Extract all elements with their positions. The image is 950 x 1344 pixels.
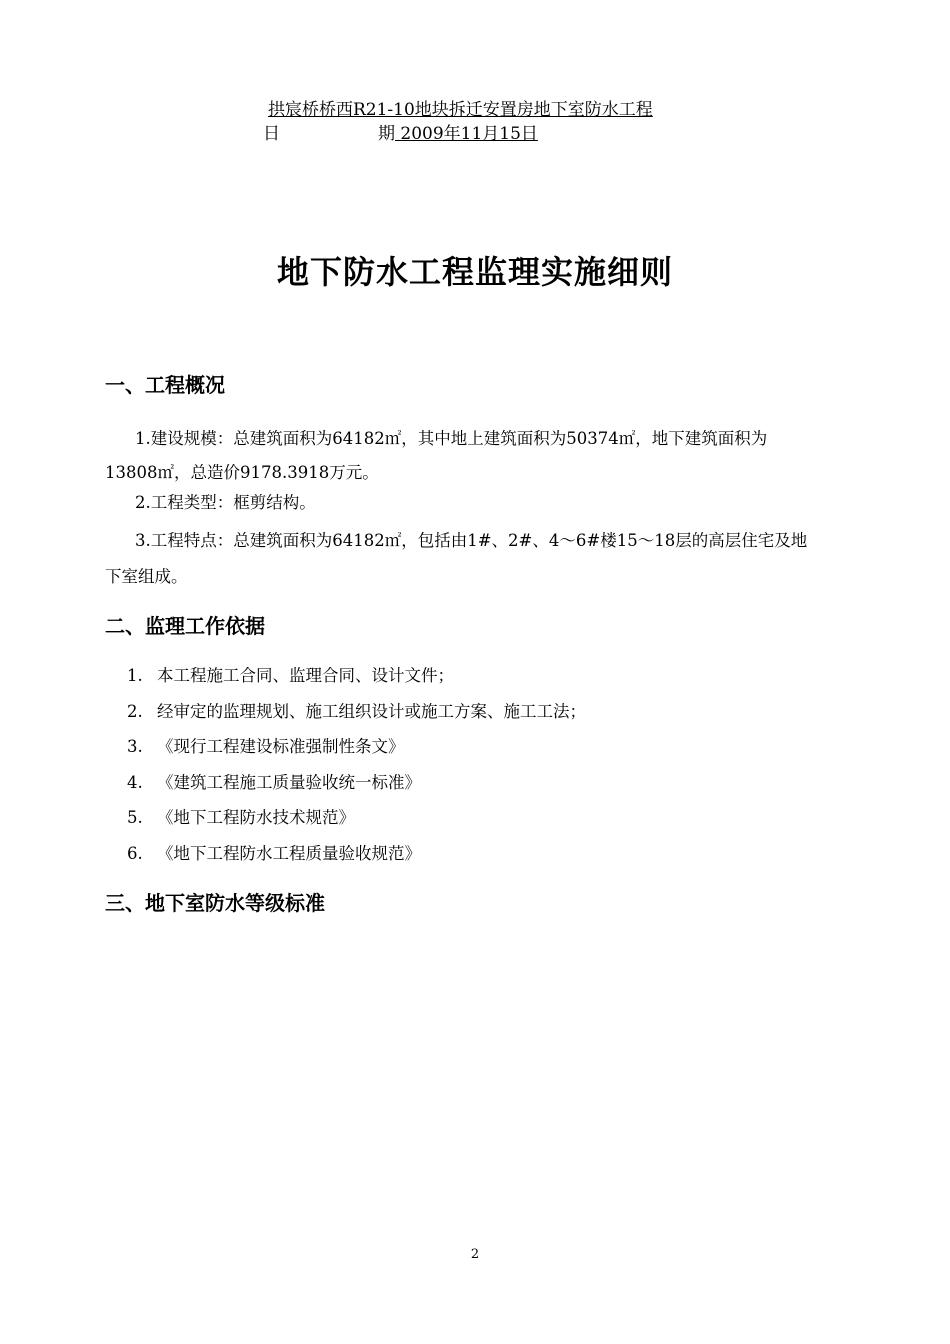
page-number: 2 bbox=[470, 1247, 480, 1262]
overview-para-3-line-1: 3.工程特点：总建筑面积为64182㎡，包括由1#、2#、4～6#楼15～18层的高层住宅及地 bbox=[135, 531, 808, 550]
list-item-text: 经审定的监理规划、施工组织设计或施工方案、施工工法； bbox=[157, 702, 586, 721]
list-item bbox=[127, 736, 405, 758]
section-heading-overview: 一、工程概况 bbox=[105, 373, 225, 397]
date-row bbox=[263, 123, 538, 145]
date-label-qi: 期 bbox=[378, 124, 395, 144]
list-item-text: 《地下工程防水技术规范》 bbox=[157, 808, 355, 827]
overview-para-1-line-2: 13808㎡，总造价9178.3918万元。 bbox=[105, 463, 379, 482]
date-label-ri: 日 bbox=[263, 124, 280, 144]
list-item-number: 1. bbox=[127, 666, 143, 685]
list-item bbox=[127, 843, 421, 865]
list-item-number: 2. bbox=[127, 702, 143, 721]
list-item-text: 本工程施工合同、监理合同、设计文件； bbox=[157, 666, 454, 685]
overview-para-3-line-2: 下室组成。 bbox=[105, 567, 188, 586]
list-item-number: 5. bbox=[127, 808, 143, 827]
list-item bbox=[127, 807, 355, 829]
section-heading-waterproof-grade: 三、地下室防水等级标准 bbox=[105, 891, 325, 915]
list-item-number: 4. bbox=[127, 773, 143, 792]
overview-para-1-line-1: 1.建设规模：总建筑面积为64182㎡，其中地上建筑面积为50374㎡，地下建筑面积为 bbox=[135, 429, 768, 448]
project-name: 拱宸桥桥西R21-10地块拆迁安置房地下室防水工程 bbox=[268, 100, 653, 120]
list-item bbox=[127, 772, 421, 794]
list-item-text: 《地下工程防水工程质量验收规范》 bbox=[157, 844, 421, 863]
list-item-text: 《现行工程建设标准强制性条文》 bbox=[157, 737, 405, 756]
section-heading-basis: 二、监理工作依据 bbox=[105, 614, 265, 638]
list-item-text: 《建筑工程施工质量验收统一标准》 bbox=[157, 773, 421, 792]
overview-para-2: 2.工程类型：框剪结构。 bbox=[135, 493, 316, 512]
list-item-number: 3. bbox=[127, 737, 143, 756]
list-item bbox=[127, 665, 454, 687]
list-item bbox=[127, 701, 586, 723]
document-title: 地下防水工程监理实施细则 bbox=[276, 253, 673, 291]
list-item-number: 6. bbox=[127, 844, 143, 863]
date-value: 2009年11月15日 bbox=[395, 124, 538, 144]
